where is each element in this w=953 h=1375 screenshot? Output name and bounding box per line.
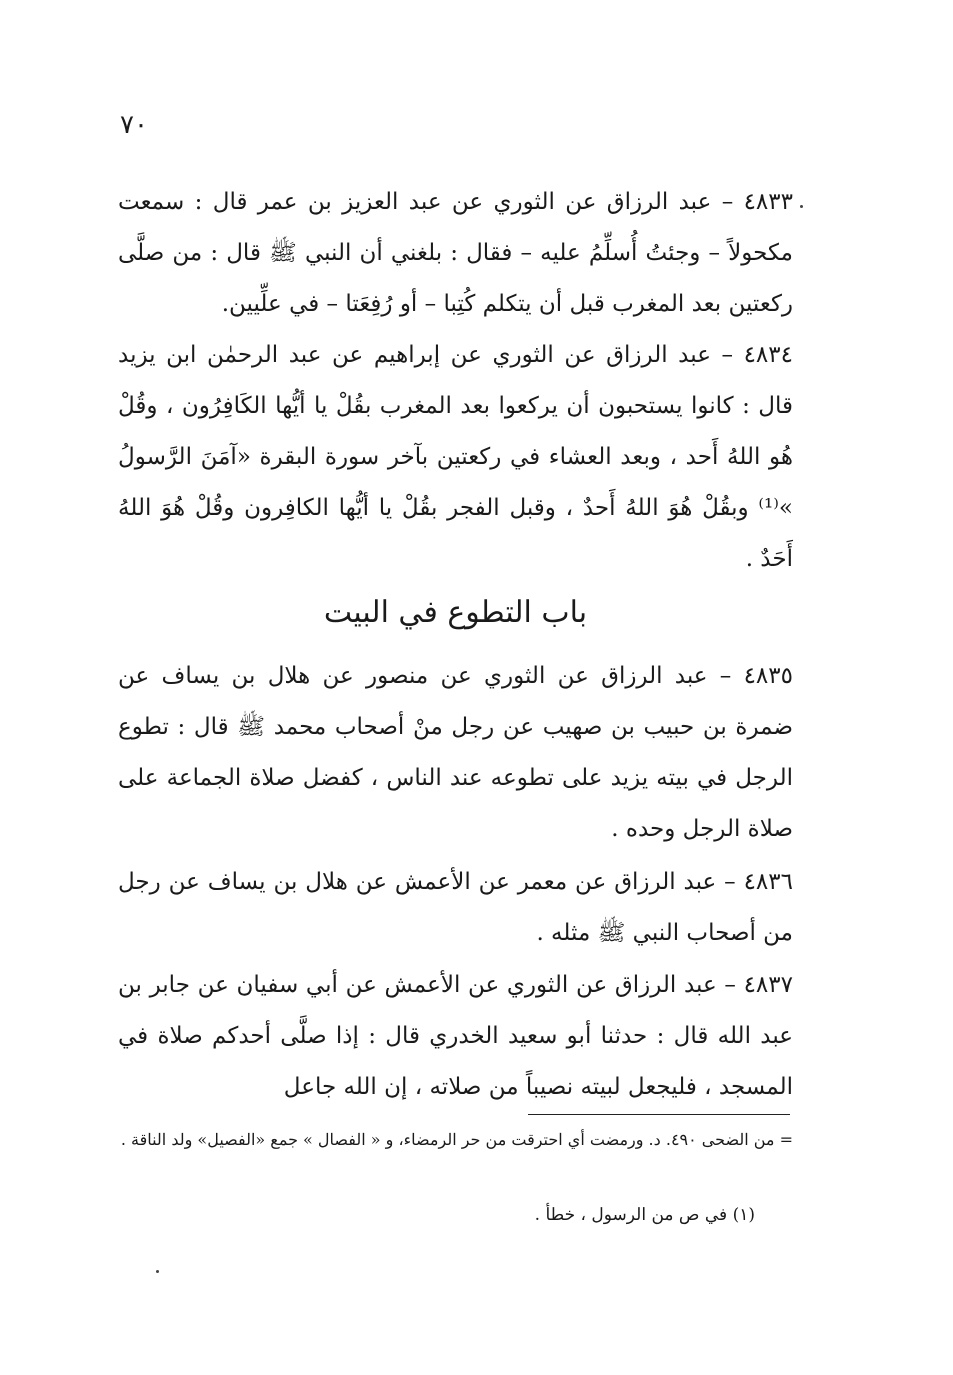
scan-speck	[156, 1270, 159, 1273]
entry-text: ٤٨٣٣ – عبد الرزاق عن الثوري عن عبد العزيز بن عمر قال : سمعت مكحولاً – وجئتُ أُسلِّمُ عليه – فقال : بلغني أن النبي ﷺ قال : من صلَّى ركعتين بعد المغرب قبل أن يتكلم كُتِبا – أو رُفِعَتا – في علِّيين.	[118, 189, 793, 317]
page-number: ٧٠	[120, 110, 148, 140]
footnote-separator	[528, 1114, 790, 1115]
entry-text: ٤٨٣٦ – عبد الرزاق عن معمر عن الأعمش عن هلال بن يساف عن رجل من أصحاب النبي ﷺ مثله .	[118, 869, 793, 946]
footnote-continuation: = من الضحى ٤٩٠. د. ورمضت أي احترقت من حر الرمضاء، و « الفصال » جمع «الفصيل» ولد الناقة .	[120, 1130, 793, 1149]
hadith-entry-4835	[118, 651, 793, 855]
scan-speck	[800, 205, 803, 208]
entry-text: ٤٨٣٥ – عبد الرزاق عن الثوري عن منصور عن هلال بن يساف عن ضمرة بن حبيب بن صهيب عن رجل منْ أصحاب محمد ﷺ قال : تطوع الرجل في بيته يزيد على تطوعه عند الناس ، كفضل صلاة الجماعة على صلاة الرجل وحده .	[118, 663, 793, 842]
entry-text: ٤٨٣٧ – عبد الرزاق عن الثوري عن الأعمش عن أبي سفيان عن جابر بن عبد الله قال : حدثنا أبو سعيد الخدري قال : إذا صلَّى أحدكم صلاة في المسجد ، فليجعل لبيته نصيباً من صلاته ، إن الله جاعل	[118, 972, 793, 1100]
hadith-entry-4837	[118, 960, 793, 1113]
hadith-entry-4836	[118, 857, 793, 959]
hadith-entry-4834	[118, 330, 793, 585]
entry-text: ٤٨٣٤ – عبد الرزاق عن الثوري عن إبراهيم عن عبد الرحمٰن ابن يزيد قال : كانوا يستحبون أن يركعوا بعد المغرب بقُلْ يا أيُّها الكَافِرُون ، وقُلْ هُو اللهُ أَحد ، وبعد العشاء في ركعتين بآخر سورة البقرة «آمَنَ الرَّسولُ »⁽¹⁾ وبقُلْ هُوَ اللهُ أَحدٌ ، وقبل الفجر بقُلْ يا أيُّها الكافِرون وقُلْ هُوَ اللهُ أَحَدٌ .	[118, 342, 793, 572]
footnote-1: (١) في ص من الرسول ، خطأ .	[534, 1205, 755, 1225]
section-heading: باب التطوع في البيت	[323, 595, 588, 630]
hadith-entry-4833	[118, 177, 793, 330]
